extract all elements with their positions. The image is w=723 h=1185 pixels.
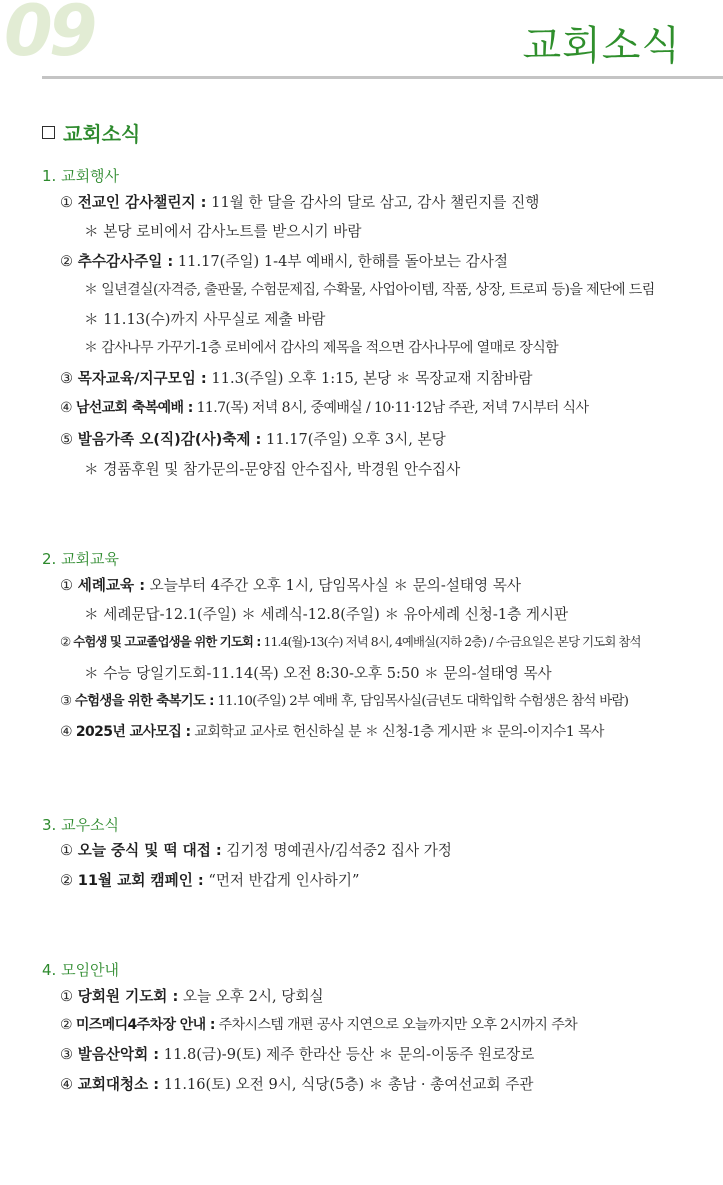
list-item [60, 724, 604, 741]
item-text: 교회학교 교사로 헌신하실 분 ＊ 신청-1층 게시판 ＊ 문의-이지수1 목사 [190, 724, 604, 740]
item-text: 11월 한 달을 감사의 달로 삼고, 감사 챌린지를 진행 [206, 194, 540, 211]
item-note: ＊ 본당 로비에서 감사노트를 받으시기 바람 [84, 223, 362, 240]
item-label: 수험생 및 고교졸업생을 위한 기도회 : [73, 634, 261, 649]
item-text: 11.3(주일) 오후 1:15, 본당 ＊ 목장교재 지참바람 [206, 370, 533, 387]
item-text: 11.8(금)-9(토) 제주 한라산 등산 ＊ 문의-이동주 원로장로 [159, 1046, 535, 1063]
item-label: 남선교회 축복예배 : [75, 400, 193, 416]
list-item [60, 194, 539, 212]
subsection-title: 3. 교우소식 [42, 816, 120, 834]
item-text: 오늘부터 4주간 오후 1시, 담임목사실 ＊ 문의-설태영 목사 [145, 577, 521, 594]
item-text: 11.17(주일) 1-4부 예배시, 한해를 돌아보는 감사절 [173, 253, 508, 270]
item-number: ② [60, 1017, 72, 1033]
list-item [60, 431, 446, 449]
list-item [60, 635, 641, 650]
list-item [60, 577, 521, 595]
item-label: 전교인 감사챌린지 : [77, 194, 207, 211]
item-label: 미즈메디4주차장 안내 : [75, 1017, 215, 1033]
item-label: 교회대청소 : [77, 1076, 160, 1093]
item-label: 2025년 교사모집 : [75, 724, 191, 740]
item-number: ③ [60, 370, 74, 387]
item-label: 당회원 기도회 : [77, 988, 179, 1005]
item-label: 오늘 중식 및 떡 대접 : [77, 842, 222, 859]
item-number: ① [60, 842, 74, 859]
item-text: 11.17(주일) 오후 3시, 본당 [261, 431, 446, 448]
item-note: ＊ 세례문답-12.1(주일) ＊ 세례식-12.8(주일) ＊ 유아세례 신청-1층 게시판 [84, 606, 569, 623]
list-item [60, 842, 452, 860]
item-number: ② [60, 253, 74, 270]
list-item [60, 253, 508, 271]
item-note: ＊ 일년결실(자격증, 출판물, 수험문제집, 수확물, 사업아이템, 작품, 상장, 트로피 등)을 제단에 드림 [84, 282, 655, 298]
item-number: ① [60, 988, 74, 1005]
list-item [60, 694, 628, 710]
item-text: 11.4(월)-13(수) 저녁 8시, 4예배실(지하 2층) / 수·금요일은 본당 기도회 참석 [260, 634, 641, 649]
list-item [60, 1046, 534, 1064]
item-label: 세례교육 : [77, 577, 146, 594]
header-divider [42, 76, 723, 79]
item-label: 수험생을 위한 축복기도 : [74, 694, 214, 709]
item-note: ＊ 11.13(수)까지 사무실로 제출 바람 [84, 311, 326, 328]
subsection-title: 1. 교회행사 [42, 167, 120, 185]
list-item [60, 872, 359, 890]
item-text: 주차시스템 개편 공사 지연으로 오늘까지만 오후 2시까지 주차 [214, 1017, 578, 1033]
list-item [60, 988, 324, 1006]
item-number: ③ [60, 694, 72, 709]
subsection-title: 4. 모임안내 [42, 961, 120, 979]
item-number: ① [60, 577, 74, 594]
item-text: 김기정 명예권사/김석중2 집사 가정 [221, 842, 452, 859]
item-number: ⑤ [60, 431, 74, 448]
item-note: ＊ 감사나무 가꾸기-1층 로비에서 감사의 제목을 적으면 감사나무에 열매로 장식함 [84, 340, 559, 356]
item-number: ③ [60, 1046, 74, 1063]
page-title: 교회소식 [522, 23, 681, 69]
item-number: ④ [60, 1076, 74, 1093]
item-label: 목자교육/지구모임 : [77, 370, 207, 387]
item-text: 오늘 오후 2시, 당회실 [178, 988, 324, 1005]
list-item [60, 370, 533, 388]
section-heading-label: 교회소식 [63, 122, 141, 146]
subsection-title: 2. 교회교육 [42, 550, 120, 568]
page-number: 09 [4, 0, 94, 72]
item-note: ＊ 경품후원 및 참가문의-문양집 안수집사, 박경원 안수집사 [84, 461, 461, 478]
list-item [60, 1017, 577, 1034]
item-text: 11.10(주일) 2부 예배 후, 담임목사실(금년도 대학입학 수험생은 참석 바람) [213, 694, 629, 709]
item-label: 발음가족 오(직)감(사)축제 : [77, 431, 262, 448]
list-item [60, 400, 588, 417]
item-text: “먼저 반갑게 인사하기” [203, 872, 360, 889]
item-number: ④ [60, 400, 72, 416]
item-number: ④ [60, 724, 72, 740]
item-text: 11.7(목) 저녁 8시, 중예배실 / 10·11·12남 주관, 저녁 7시부터 식사 [192, 400, 589, 416]
item-label: 발음산악회 : [77, 1046, 160, 1063]
item-number: ② [60, 872, 74, 889]
item-text: 11.16(토) 오전 9시, 식당(5층) ＊ 총남 · 총여선교회 주관 [159, 1076, 534, 1093]
item-note: ＊ 수능 당일기도회-11.14(목) 오전 8:30-오후 5:50 ＊ 문의-설태영 목사 [84, 665, 552, 682]
checkbox-icon [42, 126, 55, 139]
list-item [60, 1076, 533, 1094]
item-label: 11월 교회 캠페인 : [77, 872, 204, 889]
item-number: ① [60, 194, 74, 211]
item-label: 추수감사주일 : [77, 253, 174, 270]
section-heading [42, 118, 140, 147]
item-number: ② [60, 634, 71, 649]
